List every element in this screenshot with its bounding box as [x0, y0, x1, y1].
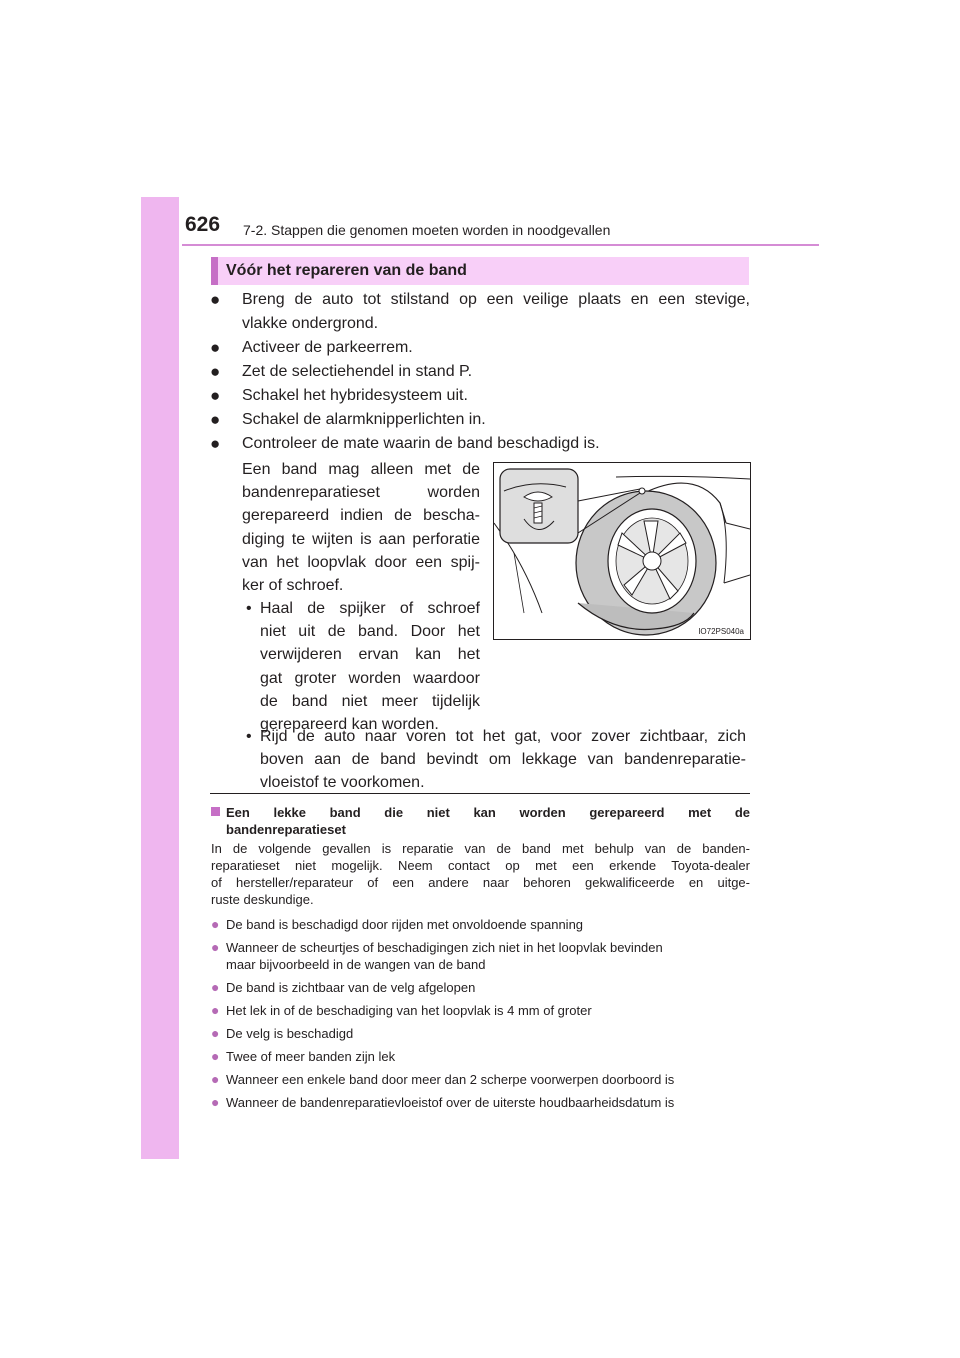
bullet-dot-icon: ●	[211, 1048, 220, 1064]
bullet-dot-icon: ●	[210, 290, 221, 309]
bullet-item	[210, 432, 750, 456]
note-item	[211, 1025, 750, 1042]
bullet-dot-icon: ●	[211, 1002, 220, 1018]
note-item-line: Twee of meer banden zijn lek	[226, 1049, 396, 1064]
bullet-dot-icon: ●	[211, 916, 220, 932]
bullet-item	[210, 408, 750, 432]
paragraph-line: diging te wijten is aan perforatie	[242, 530, 480, 548]
bullet-text: Zet de selectiehendel in stand P.	[242, 363, 473, 380]
note-item	[211, 916, 750, 933]
note-item	[211, 1048, 750, 1065]
bullet-dot-icon: ●	[211, 1071, 220, 1087]
sub-item-line: vloeistof te voorkomen.	[260, 774, 425, 792]
sub-item-line: verwijderen ervan kan het	[260, 646, 480, 664]
illustration-code: IO72PS040a	[698, 627, 744, 636]
square-bullet-icon	[211, 807, 220, 816]
bullet-item	[210, 288, 750, 336]
note-item	[211, 1002, 750, 1019]
bullet-dot-icon: ●	[210, 434, 221, 453]
sub-item-line: de band niet meer tijdelijk	[260, 692, 480, 710]
note-paragraph-line: ruste deskundige.	[211, 892, 314, 907]
bullet-dot-icon: ●	[210, 338, 221, 357]
bullet-item	[210, 360, 750, 384]
bullet-dot-icon: ●	[211, 939, 220, 955]
note-item-line: Wanneer een enkele band door meer dan 2 scherpe voorwerpen doorboord is	[226, 1072, 675, 1087]
bullet-dot-icon: ●	[210, 410, 221, 429]
bullet-dot-icon: ●	[211, 1094, 220, 1110]
section-title: Vóór het repareren van de band	[226, 262, 467, 279]
bullet-dot-icon: ●	[210, 362, 221, 381]
bullet-text-line: Breng de auto tot stilstand op een veilige plaats en een stevige,	[242, 291, 750, 308]
section-divider	[210, 793, 750, 794]
bullet-text: Controleer de mate waarin de band beschadigd is.	[242, 435, 600, 452]
note-item-line: De band is zichtbaar van de velg afgelopen	[226, 980, 476, 995]
sub-item-line: Rijd de auto naar voren tot het gat, voor zover zichtbaar, zich	[260, 728, 746, 745]
bullet-item	[210, 336, 750, 360]
bullet-text: Schakel de alarmknipperlichten in.	[242, 411, 486, 428]
note-title-line: bandenreparatieset	[226, 822, 346, 837]
bullet-dot-icon: ●	[210, 386, 221, 405]
note-item-line: Wanneer de scheurtjes of beschadigingen zich niet in het loopvlak bevinden	[226, 940, 663, 955]
bullet-text: Activeer de parkeerrem.	[242, 339, 413, 356]
sub-item-marker: •	[246, 728, 252, 745]
bullet-item	[210, 384, 750, 408]
note-paragraph-line: reparatieset niet mogelijk. Neem contact op met een erkende Toyota-dealer	[211, 858, 750, 873]
paragraph-line: Een band mag alleen met de	[242, 461, 480, 478]
note-item-line: Wanneer de bandenreparatievloeistof over de uiterste houdbaarheidsdatum is	[226, 1095, 675, 1110]
chapter-side-tab	[141, 197, 179, 1159]
note-item	[211, 939, 750, 973]
sub-item	[246, 725, 746, 795]
bullet-dot-icon: ●	[211, 979, 220, 995]
paragraph-line: gerepareerd indien de bescha-	[242, 507, 480, 525]
note-paragraph-line: In de volgende gevallen is reparatie van de band met behulp van de banden-	[211, 841, 750, 856]
note-item	[211, 1071, 750, 1088]
sub-item-line: boven aan de band bevindt om lekkage van bandenreparatie-	[260, 751, 746, 769]
note-title-line: Een lekke band die niet kan worden gerepareerd met de	[226, 805, 750, 820]
sub-item-line: niet uit de band. Door het	[260, 623, 480, 641]
sub-item-line: gerepareerd kan worden.	[260, 716, 439, 734]
sub-item-line: Haal de spijker of schroef	[260, 600, 480, 617]
note-paragraph-line: of hersteller/reparateur of een andere naar behoren gekwalificeerde en uitge-	[211, 875, 750, 890]
bullet-text: Schakel het hybridesysteem uit.	[242, 387, 468, 404]
section-header	[211, 257, 749, 285]
page-number: 626	[185, 213, 221, 236]
sub-item-line: gat groter worden waardoor	[260, 669, 480, 687]
note-title	[211, 804, 750, 838]
note-item-line: De band is beschadigd door rijden met onvoldoende spanning	[226, 917, 584, 932]
note-paragraph	[211, 840, 750, 908]
sub-item-marker: •	[246, 600, 252, 617]
flat-tire-illustration	[493, 462, 751, 640]
flat-tire-drawing	[494, 463, 750, 639]
note-item-line: Het lek in of de beschadiging van het loopvlak is 4 mm of groter	[226, 1003, 592, 1018]
chapter-title: 7-2. Stappen die genomen moeten worden in noodgevallen	[243, 222, 611, 238]
paragraph-line: ker of schroef.	[242, 577, 344, 595]
note-item-line: De velg is beschadigd	[226, 1026, 354, 1041]
note-item	[211, 979, 750, 996]
bullet-text-line: vlakke ondergrond.	[242, 315, 379, 332]
damage-paragraph	[242, 458, 480, 597]
header-rule	[182, 244, 819, 246]
paragraph-line: van het loopvlak door een spij-	[242, 553, 480, 571]
note-item	[211, 1094, 750, 1111]
note-item-line: maar bijvoorbeeld in de wangen van de band	[226, 957, 486, 972]
bullet-dot-icon: ●	[211, 1025, 220, 1041]
section-header-bar	[211, 257, 218, 285]
paragraph-line: bandenreparatieset worden	[242, 484, 480, 502]
sub-item	[246, 597, 480, 736]
